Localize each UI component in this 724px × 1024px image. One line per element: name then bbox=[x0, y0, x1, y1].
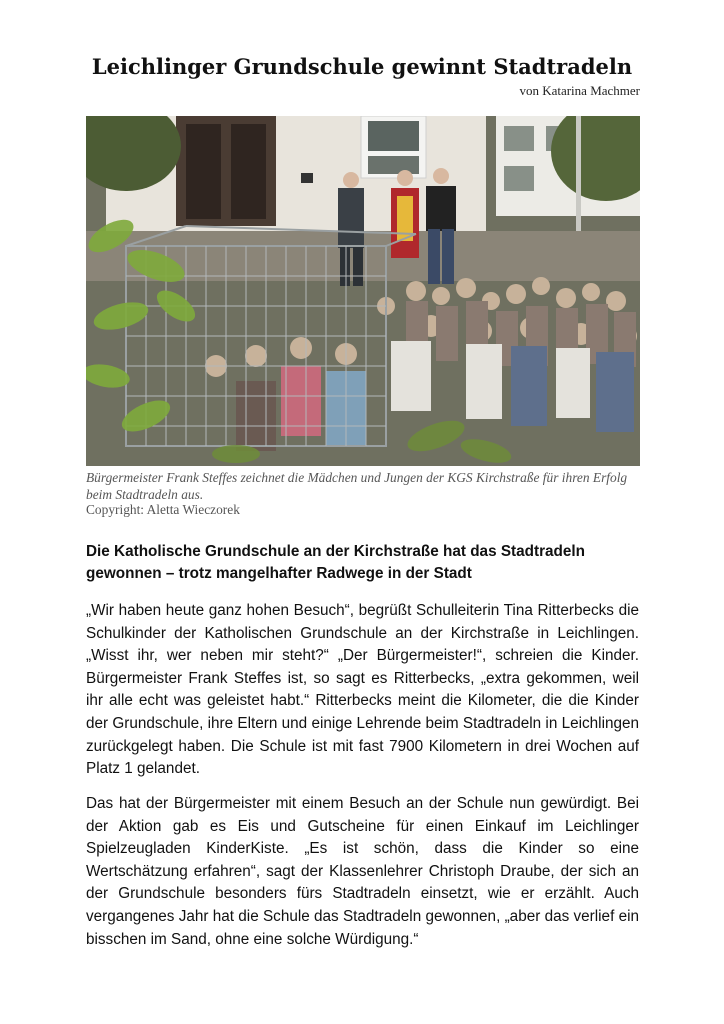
photo-caption: Bürgermeister Frank Steffes zeichnet die Mädchen und Jungen der KGS Kirchstraße für ihren Erfolg beim Stadtradeln aus. bbox=[86, 470, 628, 502]
article-paragraph: „Wir haben heute ganz hohen Besuch“, begrüßt Schulleiterin Tina Ritterbecks die Schulkinder der Katholischen Grundschule an der Kirchstraße in Leichlingen. „Wisst ihr, wer neben mir steht?“ „Der Bürgermeister!“, schreien die Kinder. Bürgermeister Frank Steffes ist, so sagt es Ritterbecks, „extra gekommen, weil ihr alle echt was geleistet habt.“ Ritterbecks meint die Kilometer, die die Kinder der Grundschule, ihre Eltern und einige Lehrende beim Stadtradeln in Leichlingen zurückgelegt haben. Die Schule ist mit fast 7900 Kilometern in drei Wochen auf Platz 1 gelandet. bbox=[86, 602, 639, 778]
article-author: von Katarina Machmer bbox=[519, 83, 640, 98]
article-photo bbox=[86, 116, 640, 466]
article-paragraph: Das hat der Bürgermeister mit einem Besuch an der Schule nun gewürdigt. Bei der Aktion gab es Eis und Gutscheine für einen Einkauf im Leichlinger Spielzeugladen KinderKiste. „Es ist schön, dass die Kinder so eine Wertschätzung erfahren“, sagt der Klassenlehrer Christoph Draube, der sich an der Grundschule besonders fürs Stadtradeln einsetzt, wie er erzählt. Auch vergangenes Jahr hat die Schule das Stadtradeln gewonnen, „aber das verlief ein bisschen im Sand, ohne eine solche Würdigung.“ bbox=[86, 795, 639, 948]
photo-copyright: Copyright: Aletta Wieczorek bbox=[86, 502, 240, 517]
article-title: Leichlinger Grundschule gewinnt Stadtradeln bbox=[91, 54, 633, 79]
article-subheading: Die Katholische Grundschule an der Kirchstraße hat das Stadtradeln gewonnen – trotz mangelhafter Radwege in der Stadt bbox=[86, 543, 585, 582]
